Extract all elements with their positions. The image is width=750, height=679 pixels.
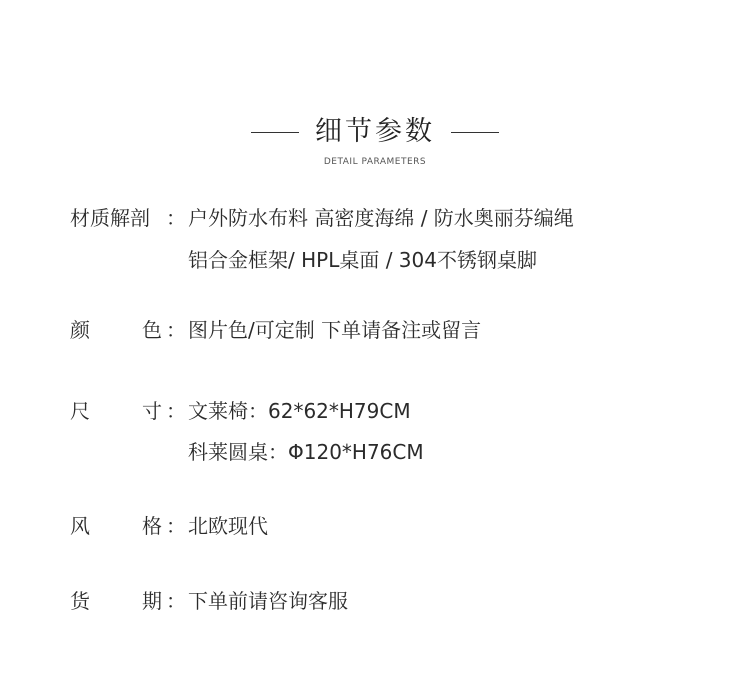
style-value: 北欧现代 [188,514,268,538]
style-row [0,511,750,541]
section-title: 细节参数 [315,116,435,147]
section-header [0,112,750,172]
style-label-first: 风 [70,514,90,538]
material-colon: ： [166,206,186,230]
delivery-colon: ： [166,589,186,613]
title-right-rule [451,132,499,133]
size-row-continued [0,437,750,467]
delivery-label-second: 期 [142,589,162,613]
color-label-second: 色 [142,318,162,342]
size-colon: ： [166,399,186,423]
size-label-second: 寸 [142,399,162,423]
size-label-first: 尺 [70,399,90,423]
style-label-second: 格 [142,514,162,538]
color-value: 图片色/可定制 下单请备注或留言 [188,318,482,342]
material-row-continued [0,245,750,275]
size-row [0,396,750,426]
color-colon: ： [166,318,186,342]
delivery-label-first: 货 [70,589,90,613]
size-value-table: 科莱圆桌：Φ120*H76CM [188,440,424,464]
material-row [0,203,750,233]
color-label-first: 颜 [70,318,90,342]
size-value-chair: 文莱椅：62*62*H79CM [188,399,411,423]
delivery-value: 下单前请咨询客服 [188,589,348,613]
material-label: 材质解剖 [70,206,150,230]
style-colon: ： [166,514,186,538]
title-row [0,112,750,152]
delivery-row [0,586,750,616]
material-value-line1: 户外防水布料 高密度海绵 / 防水奥丽芬编绳 [188,206,574,230]
section-subtitle: DETAIL PARAMETERS [323,157,427,167]
material-value-line2: 铝合金框架/ HPL桌面 / 304不锈钢桌脚 [188,248,537,272]
color-row [0,315,750,345]
title-left-rule [251,132,299,133]
